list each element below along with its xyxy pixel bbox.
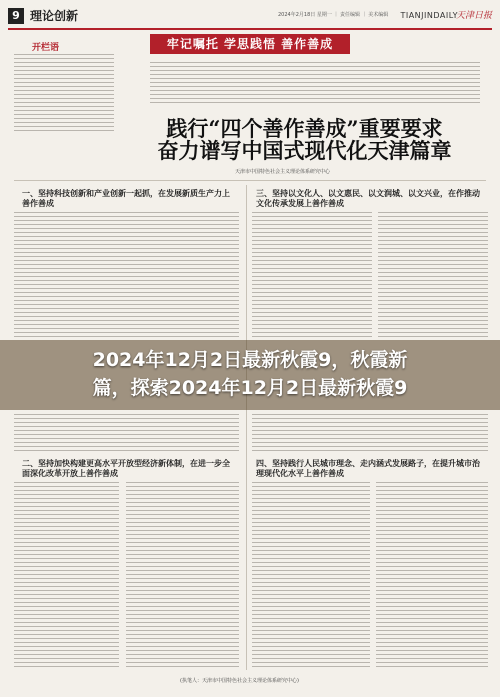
article-byline: 天津市中国特色社会主义理论体系研究中心 — [235, 169, 331, 175]
overlay-title — [0, 346, 500, 402]
header-rule — [8, 28, 492, 30]
paper-code: TIANJINDAILY — [400, 11, 458, 20]
overlay-line-1: 2024年12月2日最新秋霞9，秋霞新 — [92, 349, 408, 371]
section-text-1 — [14, 212, 239, 337]
section-text-3b — [378, 212, 488, 337]
article-subtitle: 奋力谱写中国式现代化天津篇章 — [157, 138, 452, 163]
section-name: 理论创新 — [30, 9, 79, 23]
section-heading-3: 三、坚持以文化人、以文惠民、以文润城、以文兴业，在作推动文化传承发展上善作善成 — [256, 188, 480, 208]
editorial-title: 开栏语 — [32, 43, 60, 53]
page-number: 9 — [8, 8, 24, 24]
section-heading-4: 四、坚持践行人民城市理念、走内涵式发展路子，在提升城市治理现代化水平上善作善成 — [256, 458, 480, 478]
section-text-2a — [14, 482, 119, 670]
section-text-1b — [14, 414, 239, 452]
section-text-3a — [252, 212, 372, 337]
intro-text — [150, 62, 480, 106]
section-text-4b — [376, 482, 488, 670]
section-text-4a — [252, 482, 370, 670]
column-divider — [246, 185, 247, 670]
section-heading-1: 一、坚持科技创新和产业创新一起抓，在发展新质生产力上善作善成 — [22, 188, 230, 208]
title-divider — [14, 180, 486, 181]
issue-meta: 2024年2月18日 星期一 ｜ 责任编辑 ｜ 美术编辑 — [278, 12, 389, 18]
paper-logo: 天津日报 — [455, 11, 492, 21]
section-text-2b — [126, 482, 239, 670]
editorial-text — [14, 54, 114, 134]
overlay-line-2: 篇，探索2024年12月2日最新秋霞9 — [92, 377, 408, 399]
column-banner: 牢记嘱托 学思践悟 善作善成 — [150, 34, 350, 54]
page-footer: (执笔人：天津市中国特色社会主义理论体系研究中心) — [180, 678, 299, 684]
article-title: 践行“四个善作善成”重要要求 — [166, 116, 443, 141]
section-text-3c — [252, 414, 488, 452]
section-heading-2: 二、坚持加快构建更高水平开放型经济新体制，在进一步全面深化改革开放上善作善成 — [22, 458, 230, 478]
page-header — [8, 8, 492, 26]
